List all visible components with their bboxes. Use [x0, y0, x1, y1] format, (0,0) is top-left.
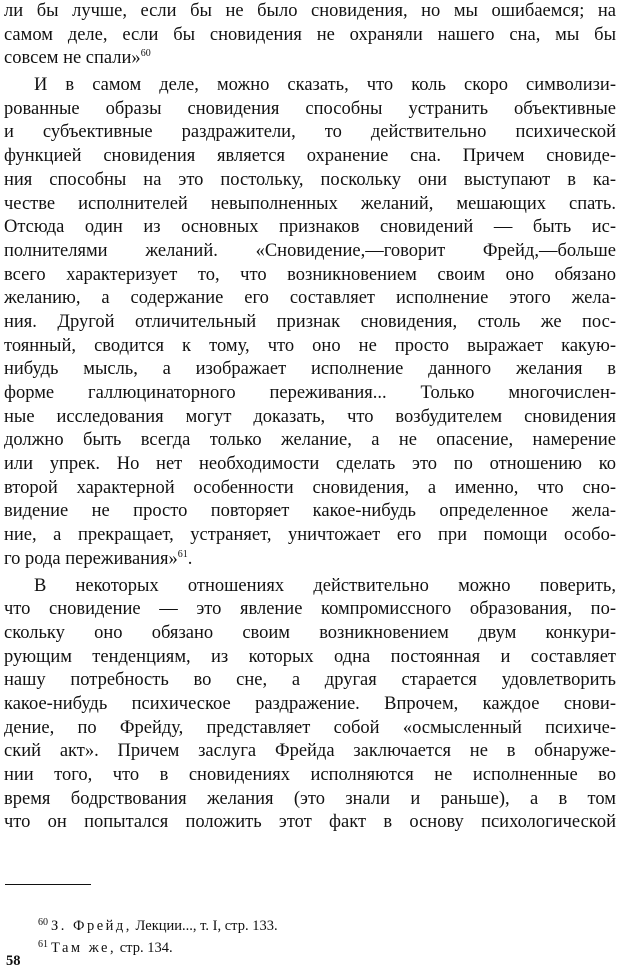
- text-line-content: ния. Другой отличительный признак сновидения, столь же пос-: [4, 311, 616, 332]
- text-line: [4, 0, 616, 24]
- footnote-mark: 61: [38, 939, 48, 950]
- footnote-reference: 61: [177, 548, 188, 560]
- text-line-content: нибудь мысль, а изображает исполнение данного желания в: [4, 359, 616, 380]
- text-line-content: желанию, а содержание его составляет исполнение этого жела-: [4, 288, 616, 309]
- text-line-content: ные исследования могут доказать, что возбудителем сновидения: [4, 406, 616, 427]
- text-line: [4, 500, 616, 524]
- footnote-reference-detail: Лекции..., т. I, стр. 133.: [131, 918, 278, 934]
- text-line: [4, 764, 616, 788]
- text-line: [4, 477, 616, 501]
- text-line: [4, 622, 616, 646]
- text-line-content: время бодрствования желания (это знали и раньше), а в том: [4, 788, 616, 809]
- text-line: [4, 98, 616, 122]
- text-line-content: рованные образы сновидения способны устранить объективные: [4, 98, 616, 119]
- text-line: [4, 575, 616, 599]
- text-line: [4, 740, 616, 764]
- text-line-content: ский акт». Причем заслуга Фрейда заключается не в обнаруже-: [4, 741, 616, 762]
- text-line-content: В некоторых отношениях действительно можно поверить,: [34, 575, 616, 596]
- footnote-reference: 60: [140, 48, 151, 60]
- text-line-content: честве исполнителей невыполненных желаний, мешающих спать.: [4, 193, 616, 214]
- text-line-content: второй характерной особенности сновидения, а именно, что сно-: [4, 477, 616, 498]
- text-line-content: и субъективные раздражители, то действительно психической: [4, 122, 616, 143]
- text-line: [4, 74, 616, 98]
- text-line-content: или упрек. Но нет необходимости сделать это по отношению ко: [4, 454, 616, 475]
- text-line: [4, 524, 616, 548]
- text-line-content: что он попытался положить этот факт в основу психологической: [4, 812, 616, 833]
- text-line-content: самом деле, если бы сновидения не охраняли нашего сна, мы бы: [4, 24, 616, 45]
- text-line: [4, 669, 616, 693]
- text-line: [4, 264, 616, 288]
- text-line: [4, 429, 616, 453]
- line-suffix: .: [187, 548, 193, 569]
- text-line-content: совсем не спали»: [4, 48, 141, 69]
- text-line-content: тоянный, сводится к тому, что оно не просто выражает какую-: [4, 335, 616, 356]
- footnote-source: Там же,: [51, 940, 117, 956]
- text-line: [4, 358, 616, 382]
- body-text: [4, 0, 616, 835]
- text-line-content: всего характеризует то, что возникновением своим оно обязано: [4, 264, 616, 285]
- text-line: [4, 287, 616, 311]
- text-line-content: нии того, что в сновидениях исполняются не исполненные во: [4, 765, 616, 785]
- text-line-content: ния способны на это постольку, поскольку они выступают в ка-: [4, 169, 616, 190]
- text-line: [4, 47, 616, 71]
- text-line: [4, 598, 616, 622]
- text-line: [4, 145, 616, 169]
- footnote-reference-detail: стр. 134.: [116, 940, 173, 956]
- text-line: [4, 121, 616, 145]
- text-line-content: должно быть всегда только желание, а не опасение, намерение: [4, 430, 616, 451]
- text-line-content: дение, по Фрейду, представляет собой «осмысленный психиче-: [4, 717, 616, 738]
- text-line: [4, 24, 616, 48]
- text-line-content: И в самом деле, можно сказать, что коль скоро символизи-: [34, 75, 616, 96]
- footnote-source: З. Фрейд,: [51, 918, 132, 934]
- text-line: [4, 382, 616, 406]
- text-line-content: форме галлюцинаторного переживания... Только многочислен-: [4, 383, 616, 403]
- text-line: [4, 193, 616, 217]
- text-line-content: функцией сновидения является охранение сна. Причем сновиде-: [4, 146, 616, 167]
- text-line-content: какое-нибудь психическое раздражение. Впрочем, каждое снови-: [4, 693, 616, 714]
- footnote: [38, 934, 278, 956]
- text-line-content: что сновидение — это явление компромиссного образования, по-: [4, 599, 616, 620]
- text-line: [4, 717, 616, 741]
- text-line: [4, 406, 616, 430]
- text-line-content: скольку оно обязано своим возникновением двум конкури-: [4, 622, 616, 643]
- text-line: [4, 335, 616, 359]
- text-line: [4, 216, 616, 240]
- footnotes: [38, 912, 278, 956]
- page-number: 58: [6, 953, 21, 969]
- text-line-content: ли бы лучше, если бы не было сновидения, но мы ошибаемся; на: [4, 1, 616, 21]
- text-line: [4, 811, 616, 835]
- text-line-content: го рода переживания»: [4, 548, 178, 569]
- text-line: [4, 453, 616, 477]
- text-line-content: Отсюда один из основных признаков сновидений — быть ис-: [4, 217, 616, 238]
- text-line: [4, 169, 616, 193]
- footnote-divider: [5, 884, 91, 885]
- text-line-content: ние, а прекращает, устраняет, уничтожает его при помощи особо-: [4, 525, 616, 546]
- text-line: [4, 548, 616, 572]
- text-line-content: полнителями желаний. «Сновидение,—говорит Фрейд,—больше: [4, 240, 616, 261]
- text-line: [4, 311, 616, 335]
- text-line-content: рующим тенденциям, из которых одна постоянная и составляет: [4, 646, 616, 667]
- text-line-content: видение не просто повторяет какое-нибудь определенное жела-: [4, 501, 616, 522]
- text-line-content: нашу потребность во сне, а другая старается удовлетворить: [4, 670, 616, 691]
- footnote-mark: 60: [38, 917, 48, 928]
- footnote: [38, 912, 278, 934]
- text-line: [4, 240, 616, 264]
- text-line: [4, 693, 616, 717]
- text-line: [4, 646, 616, 670]
- text-line: [4, 788, 616, 812]
